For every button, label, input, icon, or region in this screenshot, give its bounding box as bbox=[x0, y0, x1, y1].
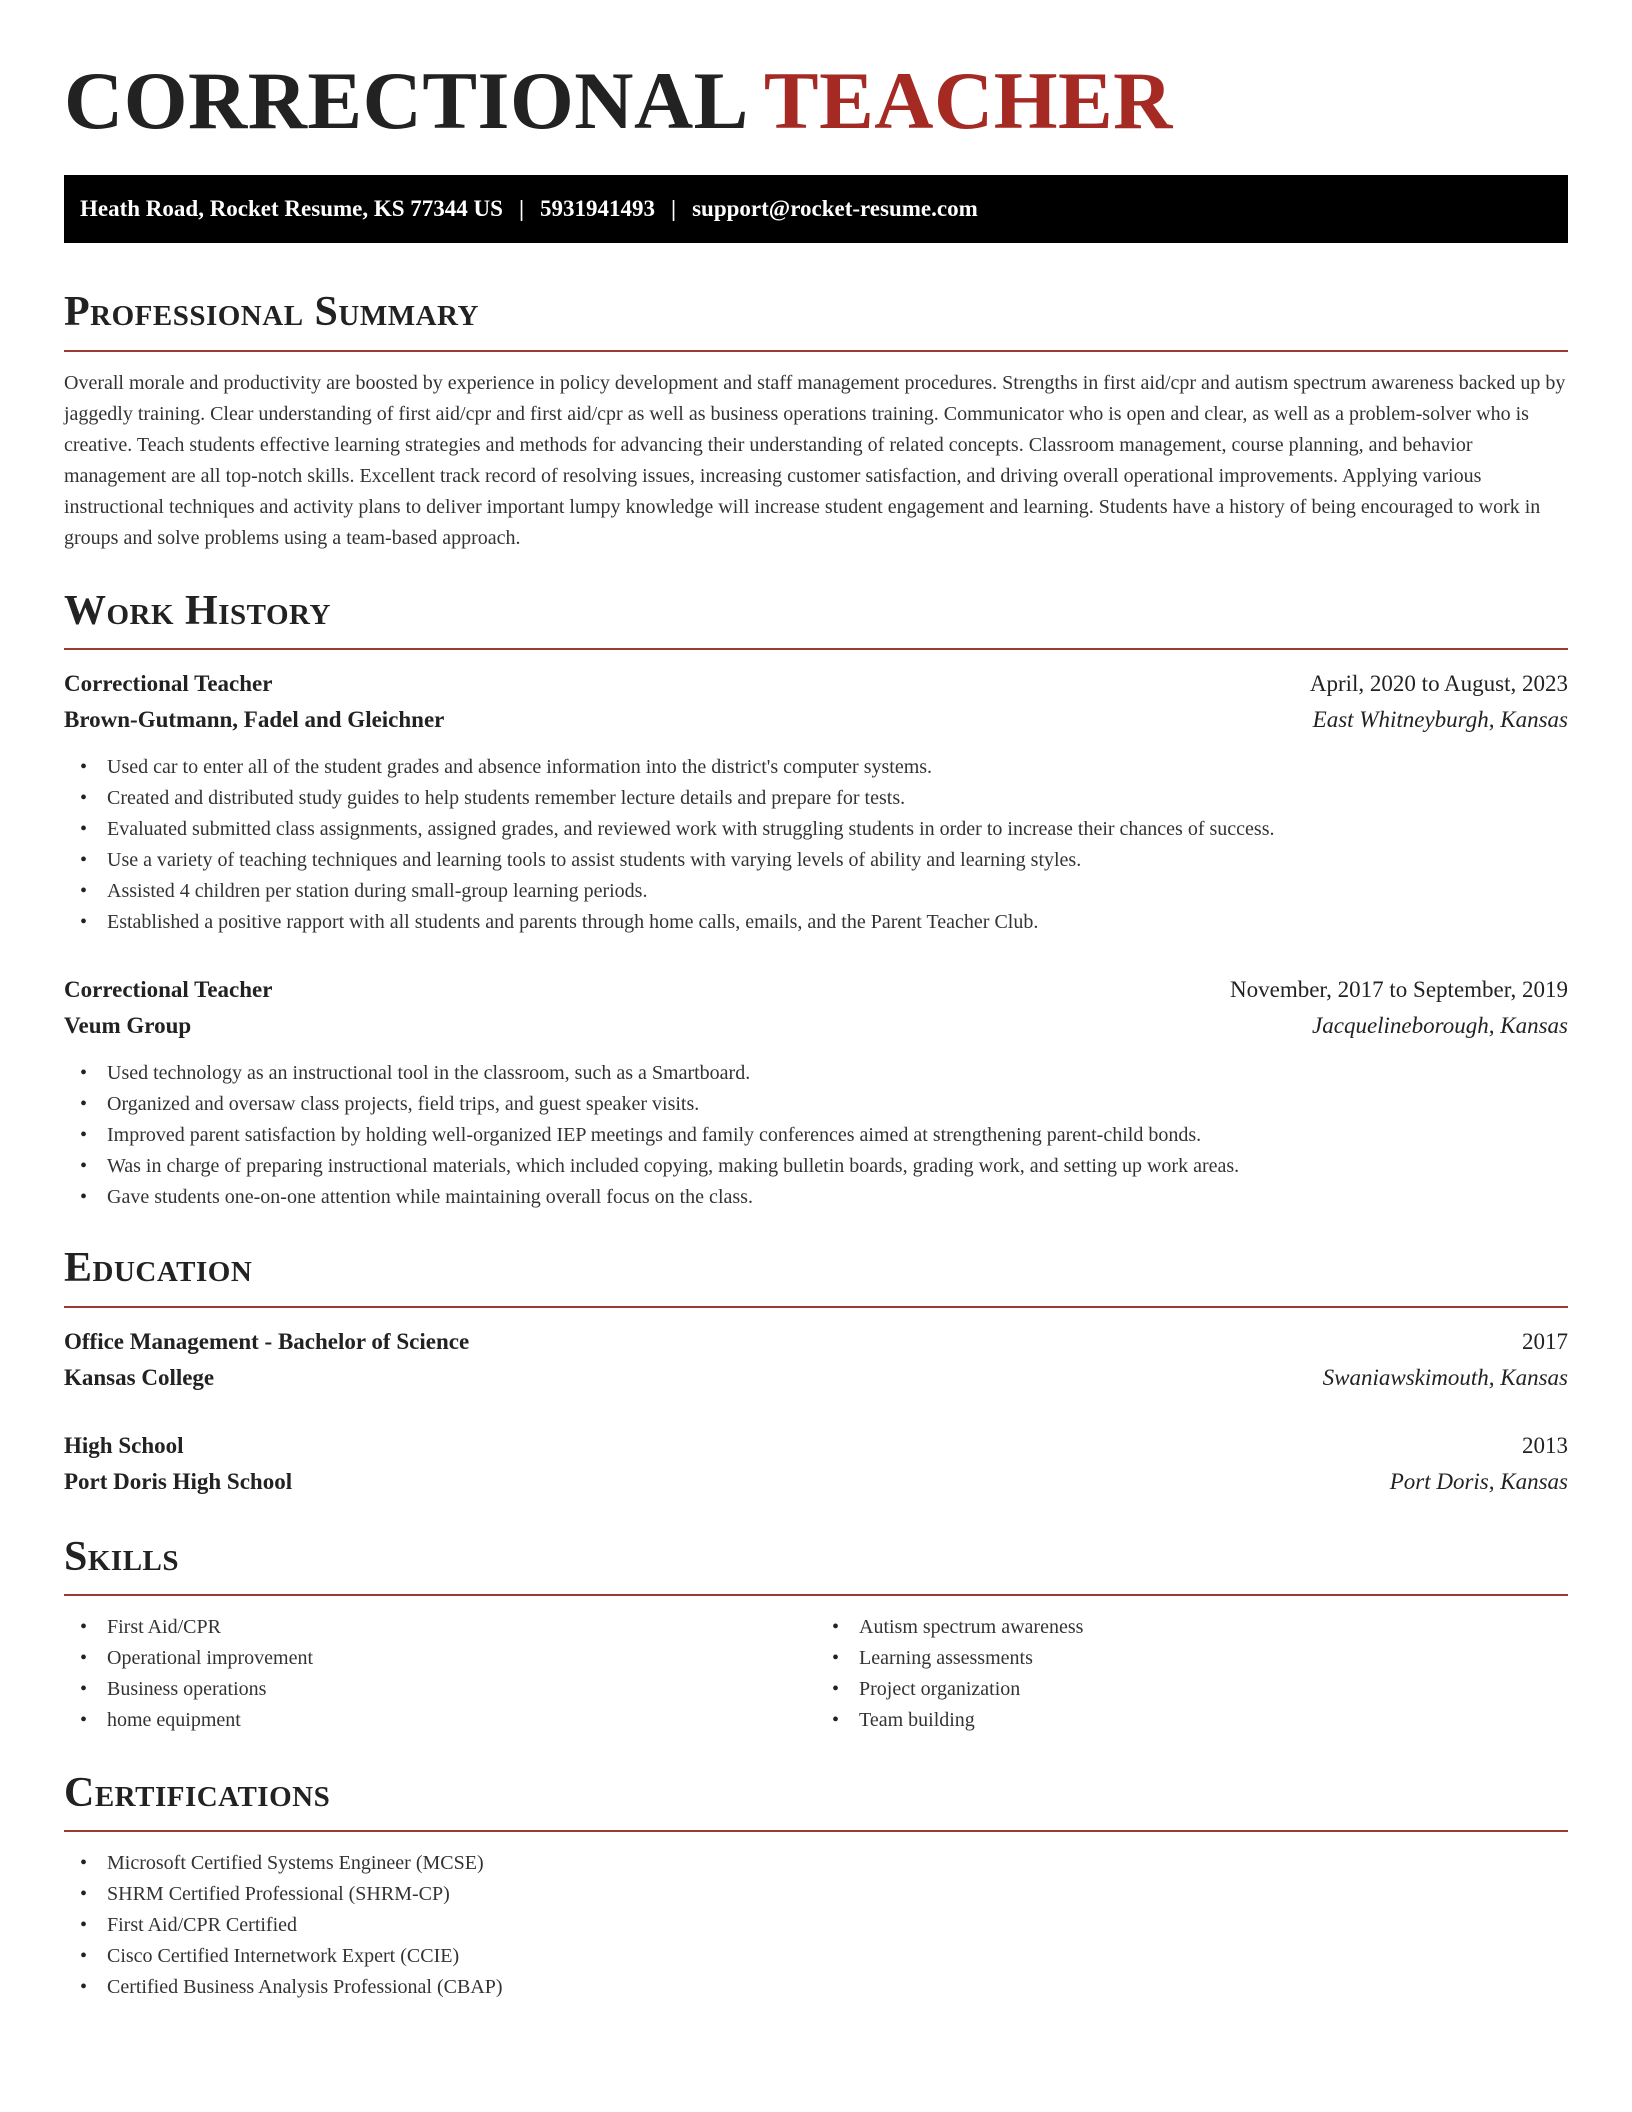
job-company-row bbox=[64, 702, 1568, 738]
job-title: Correctional Teacher bbox=[64, 977, 273, 1003]
job-dates: November, 2017 to September, 2019 bbox=[1230, 977, 1568, 1003]
skills-list-right bbox=[816, 1612, 1568, 1736]
list-item: • Use a variety of teaching techniques and learning tools to assist students with varying levels of ability and learning styles. bbox=[80, 845, 1568, 876]
section-divider bbox=[64, 648, 1568, 650]
skills-grid bbox=[64, 1612, 1568, 1736]
contact-email[interactable]: support@rocket-resume.com bbox=[692, 196, 978, 222]
education-entry bbox=[64, 1324, 1568, 1396]
summary-text: Overall morale and productivity are boosted by experience in policy development and staff management procedures. Strengths in first aid/cpr and autism spectrum awareness backed up by jaggedly training. Clear understanding of first aid/cpr and first aid/cpr as well as business operations training. Communicator who is open and clear, as well as a problem-solver who is creative. Teach students effective learning strategies and methods for advancing their understanding of related concepts. Classroom management, course planning, and behavior management are all top-notch skills. Excellent track record of resolving issues, increasing customer satisfaction, and driving overall operational improvements. Applying various instructional techniques and activity plans to deliver important lumpy knowledge will increase student engagement and learning. Students have a history of being encouraged to work in groups and solve problems using a team-based approach. bbox=[64, 371, 1566, 549]
section-heading: Work History bbox=[64, 587, 331, 634]
job-entry bbox=[64, 972, 1568, 1213]
list-item: • Organized and oversaw class projects, field trips, and guest speaker visits. bbox=[80, 1089, 1568, 1120]
job-company-row bbox=[64, 1008, 1568, 1044]
job-title: Correctional Teacher bbox=[64, 671, 273, 697]
job-company: Brown-Gutmann, Fadel and Gleichner bbox=[64, 707, 445, 733]
contact-phone: 5931941493 bbox=[540, 196, 656, 222]
education-school-row bbox=[64, 1360, 1568, 1396]
education-entry bbox=[64, 1428, 1568, 1500]
education-school: Port Doris High School bbox=[64, 1468, 293, 1494]
education-section bbox=[64, 1243, 1568, 1499]
education-location: Port Doris, Kansas bbox=[1389, 1468, 1568, 1494]
job-dates: April, 2020 to August, 2023 bbox=[1309, 671, 1568, 697]
education-year: 2017 bbox=[1522, 1328, 1568, 1354]
certification-item: • SHRM Certified Professional (SHRM-CP) bbox=[80, 1879, 1568, 1910]
section-divider bbox=[64, 1306, 1568, 1308]
skill-item: • Autism spectrum awareness bbox=[832, 1612, 1568, 1643]
skill-item: • Team building bbox=[832, 1705, 1568, 1736]
resume-title bbox=[64, 52, 1568, 150]
contact-address: Heath Road, Rocket Resume, KS 77344 US bbox=[80, 196, 503, 222]
work-history-section bbox=[64, 586, 1568, 1213]
education-school-row bbox=[64, 1464, 1568, 1500]
list-item: • Created and distributed study guides to help students remember lecture details and prepare for tests. bbox=[80, 783, 1568, 814]
skill-item: • Operational improvement bbox=[80, 1643, 816, 1674]
job-company: Veum Group bbox=[64, 1013, 192, 1039]
certification-item: • Certified Business Analysis Professional (CBAP) bbox=[80, 1972, 1568, 2003]
job-location: East Whitneyburgh, Kansas bbox=[1312, 707, 1568, 733]
professional-summary-section bbox=[64, 287, 1568, 553]
job-duties-list bbox=[64, 1058, 1568, 1213]
section-heading: Professional Summary bbox=[64, 289, 479, 336]
list-item: • Evaluated submitted class assignments, assigned grades, and reviewed work with struggling students in order to increase their chances of success. bbox=[80, 814, 1568, 845]
title-main: CORRECTIONAL bbox=[64, 55, 745, 146]
skills-list-left bbox=[64, 1612, 816, 1736]
skill-item: • home equipment bbox=[80, 1705, 816, 1736]
education-school: Kansas College bbox=[64, 1364, 215, 1390]
list-item: • Was in charge of preparing instructional materials, which included copying, making bulletin boards, grading work, and setting up work areas. bbox=[80, 1151, 1568, 1182]
section-heading: Skills bbox=[64, 1533, 180, 1580]
list-item: • Improved parent satisfaction by holding well-organized IEP meetings and family conferences aimed at strengthening parent-child bonds. bbox=[80, 1120, 1568, 1151]
contact-separator: | bbox=[671, 196, 677, 222]
list-item: • Established a positive rapport with all students and parents through home calls, emails, and the Parent Teacher Club. bbox=[80, 907, 1568, 938]
education-header-row bbox=[64, 1428, 1568, 1464]
section-heading: Education bbox=[64, 1245, 253, 1292]
skill-item: • Project organization bbox=[832, 1674, 1568, 1705]
contact-bar bbox=[64, 175, 1568, 243]
certification-item: • Microsoft Certified Systems Engineer (MCSE) bbox=[80, 1848, 1568, 1879]
list-item: • Used technology as an instructional tool in the classroom, such as a Smartboard. bbox=[80, 1058, 1568, 1089]
skill-item: • Business operations bbox=[80, 1674, 816, 1705]
list-item: • Gave students one-on-one attention while maintaining overall focus on the class. bbox=[80, 1182, 1568, 1213]
section-divider bbox=[64, 1594, 1568, 1596]
education-degree: Office Management - Bachelor of Science bbox=[64, 1328, 470, 1354]
title-accent: TEACHER bbox=[763, 55, 1173, 146]
education-location: Swaniawskimouth, Kansas bbox=[1322, 1364, 1568, 1390]
list-item: • Used car to enter all of the student grades and absence information into the district's computer systems. bbox=[80, 752, 1568, 783]
section-heading: Certifications bbox=[64, 1769, 331, 1816]
certifications-list bbox=[64, 1848, 1568, 2003]
job-location: Jacquelineborough, Kansas bbox=[1312, 1013, 1568, 1039]
certifications-section bbox=[64, 1768, 1568, 2003]
job-header-row bbox=[64, 972, 1568, 1008]
job-entry bbox=[64, 666, 1568, 938]
contact-separator: | bbox=[518, 196, 525, 222]
skills-section bbox=[64, 1532, 1568, 1736]
skill-item: • First Aid/CPR bbox=[80, 1612, 816, 1643]
job-header-row bbox=[64, 666, 1568, 702]
skill-item: • Learning assessments bbox=[832, 1643, 1568, 1674]
education-header-row bbox=[64, 1324, 1568, 1360]
certification-item: • First Aid/CPR Certified bbox=[80, 1910, 1568, 1941]
education-year: 2013 bbox=[1522, 1432, 1568, 1458]
section-divider bbox=[64, 1830, 1568, 1832]
job-duties-list bbox=[64, 752, 1568, 938]
list-item: • Assisted 4 children per station during small-group learning periods. bbox=[80, 876, 1568, 907]
certification-item: • Cisco Certified Internetwork Expert (CCIE) bbox=[80, 1941, 1568, 1972]
education-degree: High School bbox=[64, 1432, 184, 1458]
section-divider bbox=[64, 350, 1568, 352]
